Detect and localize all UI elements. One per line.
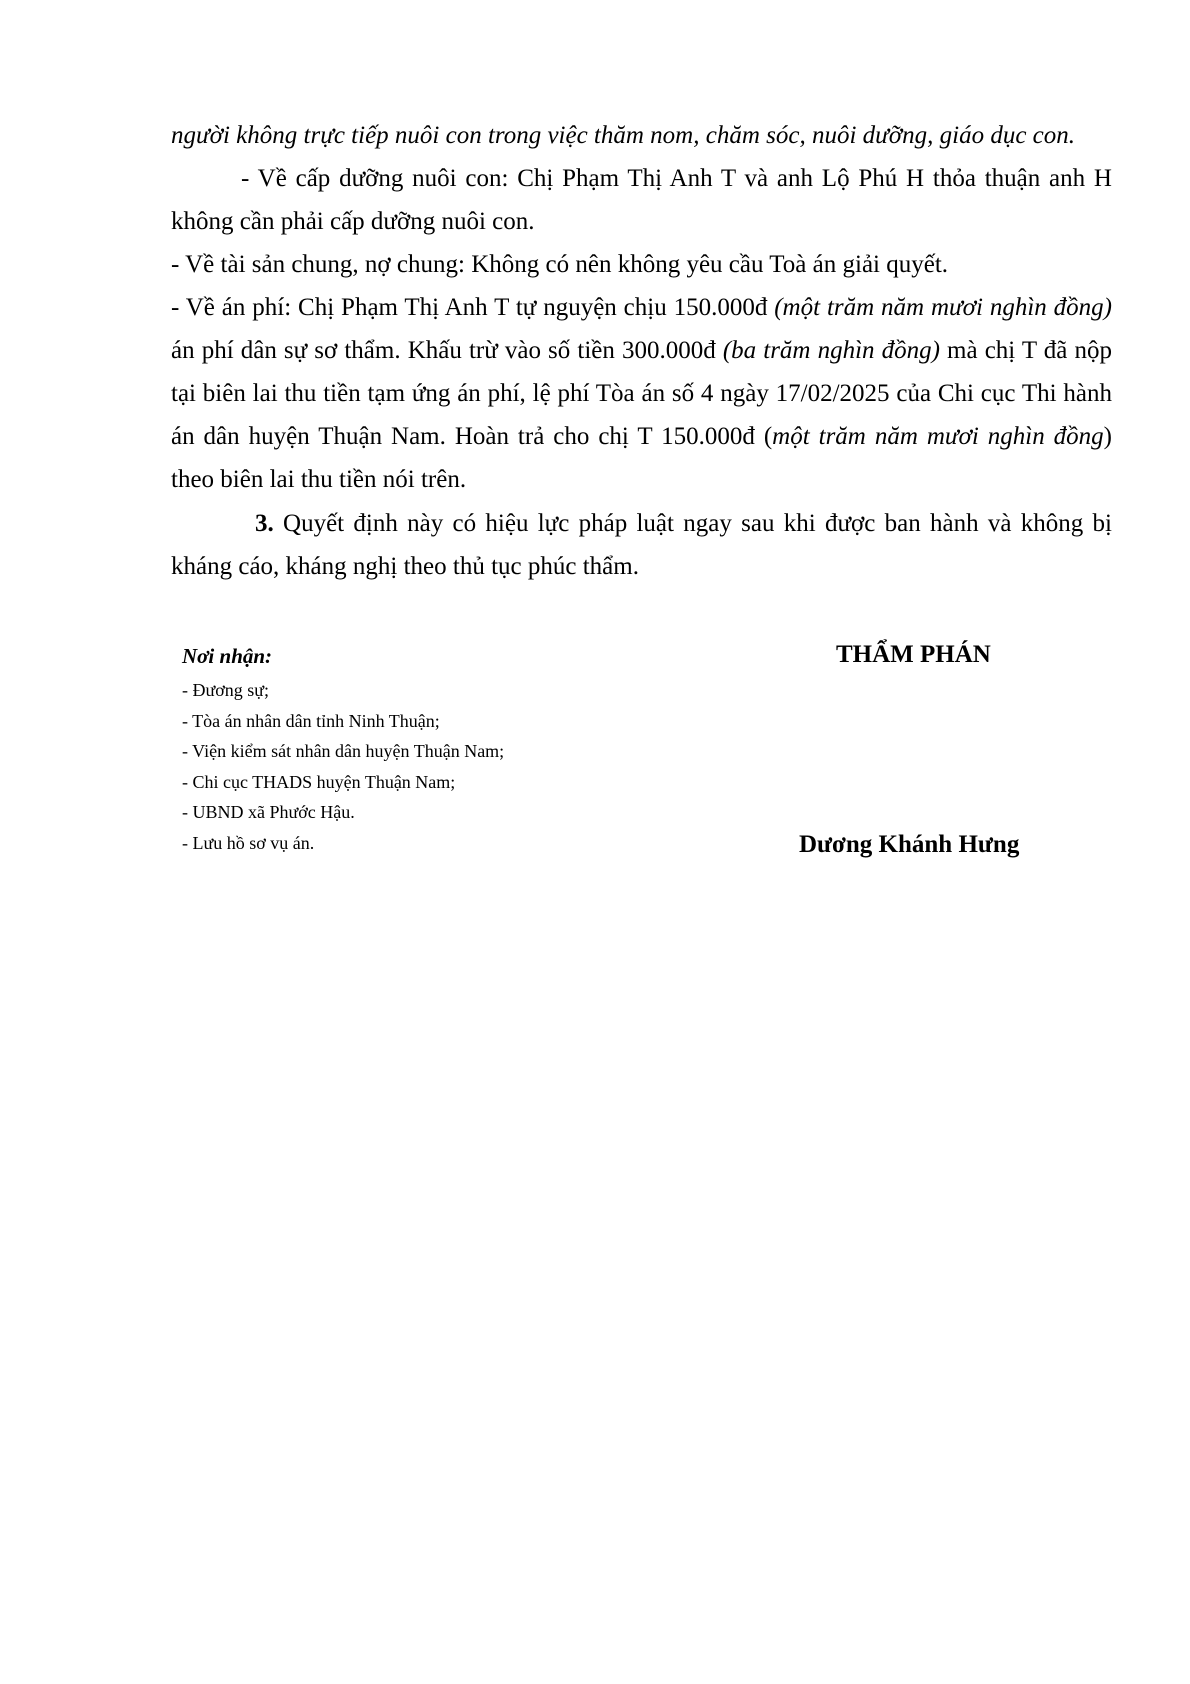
recipients-list	[182, 642, 504, 859]
recipient-item: - Viện kiểm sát nhân dân huyện Thuận Nam;	[182, 741, 505, 762]
judge-title: THẨM PHÁN	[836, 641, 991, 668]
visitation-rights-text: người không trực tiếp nuôi con trong việc thăm nom, chăm sóc, nuôi dưỡng, giáo dục con.	[171, 122, 1076, 149]
paragraph-court-fee: - Về án phí: Chị Phạm Thị Anh T tự nguyện chịu 150.000đ (một trăm năm mươi nghìn đồng) án phí dân sự sơ thẩm. Khấu trừ vào số tiền 300.000đ (ba trăm nghìn đồng) mà chị T đã nộp tại biên lai thu tiền tạm ứng án phí, lệ phí Tòa án số 4 ngày 17/02/2025 của Chi cục Thi hành án dân huyện Thuận Nam. Hoàn trả cho chị T 150.000đ (một trăm năm mươi nghìn đồng) theo biên lai thu tiền nói trên.	[171, 294, 1112, 493]
section-number: 3.	[255, 510, 274, 537]
paragraph-child-support: - Về cấp dưỡng nuôi con: Chị Phạm Thị Anh T và anh Lộ Phú H thỏa thuận anh H không cần phải cấp dưỡng nuôi con.	[171, 165, 1112, 235]
recipients-title: Nơi nhận:	[182, 644, 273, 668]
recipient-item: - Đương sự;	[182, 680, 270, 700]
paragraph-effectiveness: 3. Quyết định này có hiệu lực pháp luật ngay sau khi được ban hành và không bị kháng cáo, kháng nghị theo thủ tục phúc thẩm.	[171, 510, 1112, 580]
recipient-item: - Chi cục THADS huyện Thuận Nam;	[182, 771, 456, 792]
decision-body	[171, 114, 1112, 588]
recipient-item: - Tòa án nhân dân tỉnh Ninh Thuận;	[182, 710, 440, 731]
recipient-item: - UBND xã Phước Hậu.	[182, 802, 355, 823]
paragraph-common-property: - Về tài sản chung, nợ chung: Không có nên không yêu cầu Toà án giải quyết.	[171, 251, 949, 278]
paragraph-continuation	[171, 114, 1112, 157]
judge-name: Dương Khánh Hưng	[799, 831, 1020, 858]
recipient-item: - Lưu hồ sơ vụ án.	[182, 832, 315, 853]
